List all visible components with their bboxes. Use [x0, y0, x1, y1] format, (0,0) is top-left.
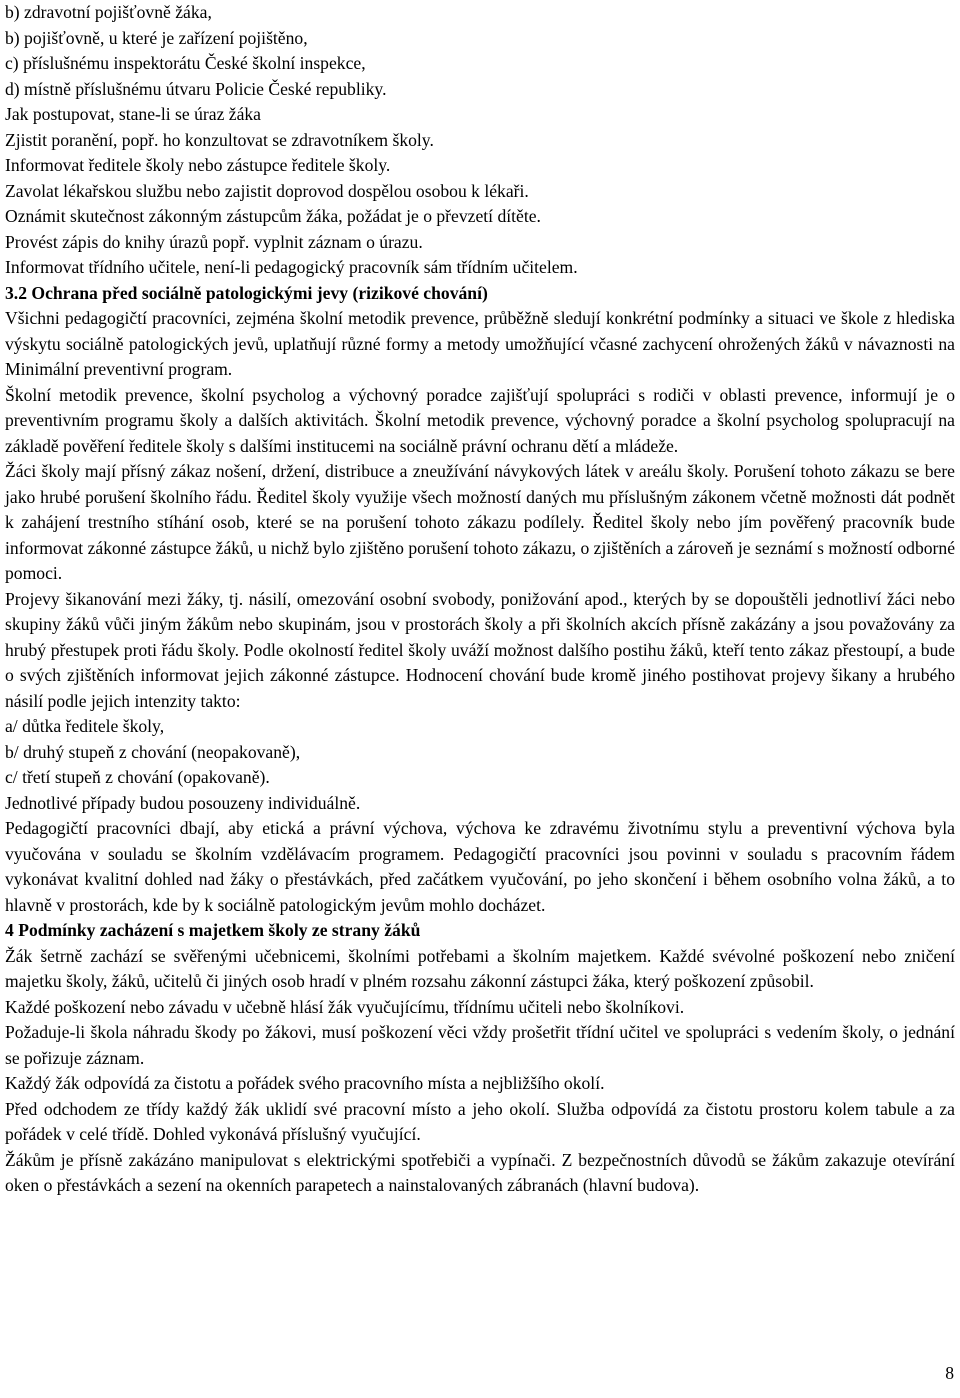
text-line: b) pojišťovně, u které je zařízení pojištěno, [5, 27, 308, 48]
paragraph: Žáci školy mají přísný zákaz nošení, držení, distribuce a zneužívání návykových látek v areálu školy. Porušení tohoto zákazu se bere jako hrubé porušení školního řádu. Ředitel školy využije všech možností daných mu příslušným zákonem včetně možnosti dát podnět k zahájení trestního stíhání osob, které se na porušení tohoto zákazu podílely. Ředitel školy nebo jím pověřený pracovník bude informovat zákonné zástupce žáků, u nichž bylo zjištěno porušení tohoto zákazu, o zjištěních a zároveň je seznámí s možností odborné pomoci. [5, 461, 955, 583]
text-line: Informovat ředitele školy nebo zástupce ředitele školy. [5, 155, 391, 175]
text-line: Provést zápis do knihy úrazů popř. vyplnit záznam o úrazu. [5, 231, 423, 252]
text-line: Jak postupovat, stane-li se úraz žáka [5, 104, 261, 124]
paragraph: Před odchodem ze třídy každý žák uklidí své pracovní místo a jeho okolí. Služba odpovídá za čistotu prostoru kolem tabule a za pořádek v celé třídě. Dohled vykonává příslušný vyučující. [5, 1098, 955, 1144]
section-heading: 3.2 Ochrana před sociálně patologickými jevy (rizikové chování) [5, 282, 488, 303]
document-body [5, 0, 955, 1199]
text-line: b) zdravotní pojišťovně žáka, [5, 2, 212, 22]
paragraph: Každý žák odpovídá za čistotu a pořádek svého pracovního místa a nejbližšího okolí. [5, 1073, 605, 1093]
paragraph: Školní metodik prevence, školní psycholog a výchovný poradce zajišťují spolupráci s rodiči v oblasti prevence, informují je o preventivním programu školy a dalších aktivitách. Školní metodik prevence, výchovný poradce a školní psycholog spolupracují na základě pověření ředitele školy s dalšími institucemi na sociálně právní ochranu dětí a mládeže. [5, 384, 955, 456]
paragraph: Požaduje-li škola náhradu škody po žákovi, musí poškození věci vždy prošetřit třídní učitel ve spolupráci s vedením školy, o jednání se pořizuje záznam. [5, 1022, 955, 1068]
text-line: d) místně příslušnému útvaru Policie České republiky. [5, 78, 387, 99]
paragraph: Každé poškození nebo závadu v učebně hlásí žák vyučujícímu, třídnímu učiteli nebo školníkovi. [5, 996, 685, 1017]
text-line: Oznámit skutečnost zákonným zástupcům žáka, požádat je o převzetí dítěte. [5, 206, 541, 226]
paragraph: Žák šetrně zachází se svěřenými učebnicemi, školními potřebami a školním majetkem. Každé svévolné poškození nebo zničení majetku školy, žáků, učitelů či jiných osob hradí v plném rozsahu zákonní zástupci žáka, který poškození způsobil. [5, 945, 955, 991]
text-line: Zjistit poranění, popř. ho konzultovat se zdravotníkem školy. [5, 129, 434, 150]
text-line: Zavolat lékařskou službu nebo zajistit doprovod dospělou osobou k lékaři. [5, 180, 529, 201]
text-line: Informovat třídního učitele, není-li pedagogický pracovník sám třídním učitelem. [5, 257, 578, 277]
list-item: b/ druhý stupeň z chování (neopakovaně), [5, 741, 301, 762]
paragraph: Jednotlivé případy budou posouzeny individuálně. [5, 792, 361, 813]
paragraph: Projevy šikanování mezi žáky, tj. násilí, omezování osobní svobody, ponižování apod., kterých by se dopouštěli jednotliví žáci nebo skupiny žáků vůči jiným žákům nebo skupinám, jsou v prostorách školy a při školních akcích přísně zakázány a jsou považovány za hrubý přestupek proti řádu školy. Podle okolností ředitel školy uváží možnost dalšího postihu žáků, kteří tento zákaz přestoupí, a bude o svých zjištěních informovat jejich zákonné zástupce. Hodnocení chování bude kromě jiného postihovat projevy šikany a hrubého násilí podle jejich intenzity takto: [5, 588, 955, 711]
paragraph: Všichni pedagogičtí pracovníci, zejména školní metodik prevence, průběžně sledují konkrétní podmínky a situaci ve škole z hlediska výskytu sociálně patologických jevů, uplatňují různé formy a metody umožňující včasné zachycení ohrožených žáků v návaznosti na Minimální preventivní program. [5, 308, 955, 379]
text-line: c) příslušnému inspektorátu České školní inspekce, [5, 53, 366, 73]
page-number: 8 [945, 1363, 954, 1383]
list-item: c/ třetí stupeň z chování (opakovaně). [5, 767, 270, 787]
paragraph: Pedagogičtí pracovníci dbají, aby etická a právní výchova, výchova ke zdravému životnímu stylu a preventivní výchova byla vyučována v souladu se školním vzdělávacím programem. Pedagogičtí pracovníci jsou povinni v souladu s pracovním řádem vykonávat kvalitní dohled nad žáky o přestávkách, před začátkem vyučování, po jeho skončení i během osobního volna žáků, a to hlavně v prostorách, kde by k sociálně patologickým jevům mohlo docházet. [5, 818, 955, 915]
paragraph: Žákům je přísně zakázáno manipulovat s elektrickými spotřebiči a vypínači. Z bezpečnostních důvodů se žákům zakazuje otevírání oken o přestávkách a sezení na okenních parapetech a nainstalovaných zábranách (hlavní budova). [5, 1149, 955, 1195]
list-item: a/ důtka ředitele školy, [5, 716, 165, 736]
section-heading: 4 Podmínky zacházení s majetkem školy ze strany žáků [5, 920, 421, 940]
